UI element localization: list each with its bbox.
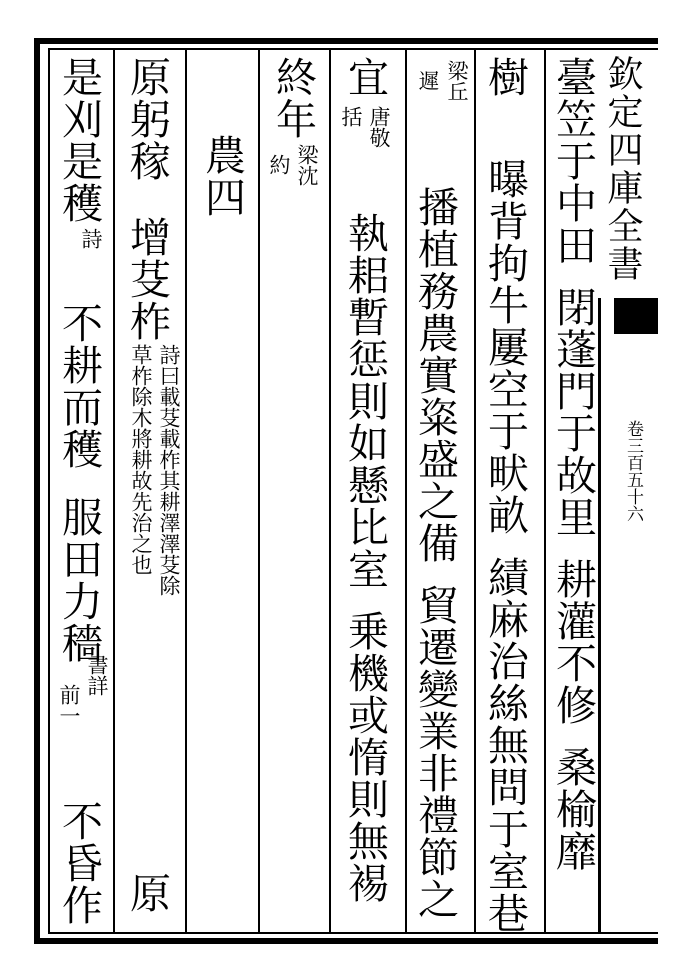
text-segment: 桑榆靡 [549, 746, 597, 872]
text-column-8-head: 是刈是穫 [55, 56, 103, 224]
text-column-7-end: 原 [123, 872, 171, 914]
frame-top-ticks [150, 42, 250, 48]
text-segment: 乗機或惰則無裼 [341, 610, 389, 904]
text-column-3 [411, 186, 459, 920]
text-column-8-mid2: 服田力穡 [55, 496, 103, 664]
note-right: 唐敬 [367, 106, 392, 148]
text-column-7-head: 原躬稼 [123, 56, 171, 182]
text-column-4 [341, 212, 389, 904]
text-column-8-end: 不昏作 [55, 800, 103, 926]
text-segment: 執耜暫惩則如懸比室 [341, 212, 389, 590]
note-left: 草柞除木將耕故先治之也 [129, 344, 154, 575]
column-rule [258, 48, 260, 934]
note-right: 梁沈 [295, 144, 320, 186]
text-column-4-head: 宜 [341, 56, 389, 98]
text-segment: 播植務農實粢盛之備 [411, 186, 459, 564]
band-bar [598, 298, 601, 934]
note-single: 詩 [79, 228, 104, 249]
text-segment: 樹 [481, 56, 529, 98]
text-segment: 臺笠于中田 [549, 56, 597, 266]
text-column-2 [481, 56, 529, 934]
note-right: 書詳 [85, 654, 110, 696]
band-black-block [614, 298, 658, 334]
column-rule [405, 48, 407, 934]
text-column-7-mid: 增芟柞 [123, 216, 171, 342]
text-column-1 [549, 56, 597, 872]
juan-number: 卷三百五十六 [623, 420, 643, 522]
text-segment: 閉蓬門于故里 [549, 286, 597, 538]
note-left: 括 [339, 106, 364, 127]
note-left: 遲 [416, 70, 441, 91]
note-right: 梁丘 [445, 60, 470, 102]
text-segment: 曝背拘牛屢空于畎畝 [481, 158, 529, 536]
section-heading: 農四 [198, 134, 246, 218]
column-rule [474, 48, 476, 934]
note-left: 前一 [57, 684, 82, 726]
book-title: 欽定四庫全書 [602, 55, 643, 283]
column-rule [544, 48, 546, 934]
column-rule [185, 48, 187, 934]
column-rule [113, 48, 115, 934]
text-segment: 績麻治絲無問于室巷 [481, 556, 529, 934]
note-left: 約 [267, 154, 292, 175]
text-segment: 貿遷變業非禮節之 [411, 584, 459, 920]
column-rule [329, 48, 331, 934]
text-column-5-head: 終年 [269, 56, 317, 140]
note-right: 詩曰載芟載柞其耕澤澤芟除 [157, 344, 182, 596]
text-column-8-mid: 不耕而穫 [55, 302, 103, 470]
text-segment: 耕灌不修 [549, 558, 597, 726]
